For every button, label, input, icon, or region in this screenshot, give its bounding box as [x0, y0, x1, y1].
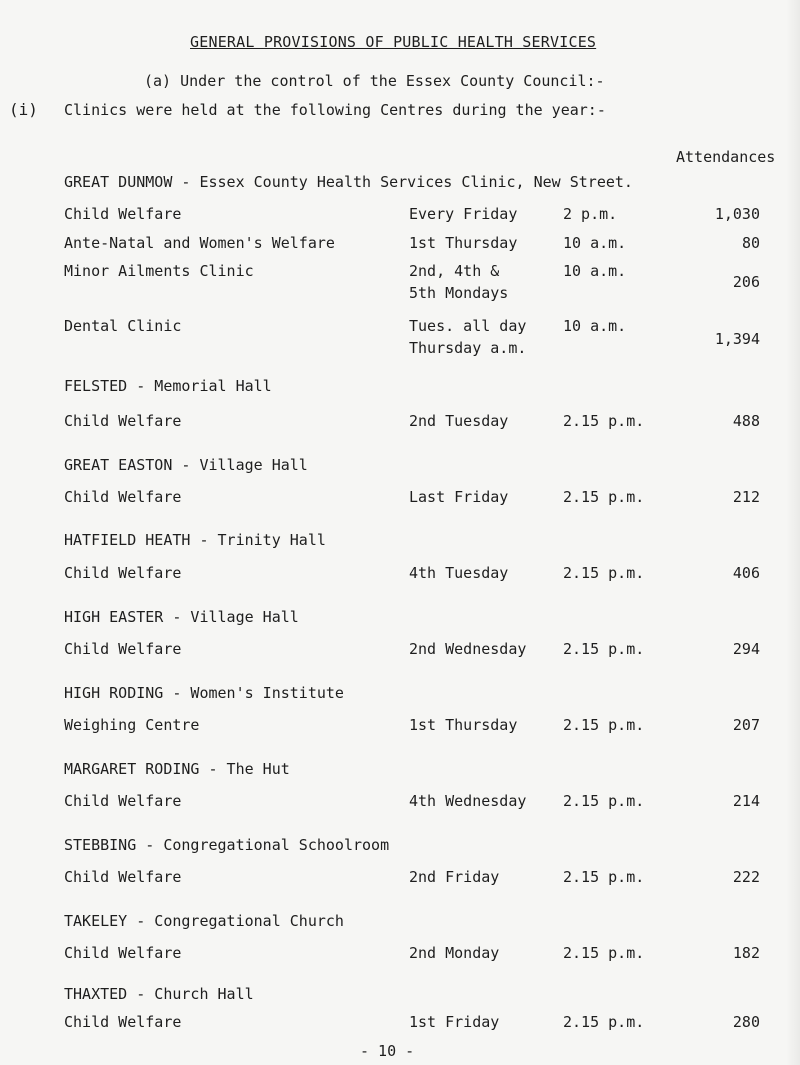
page-edge-shadow [786, 0, 800, 1065]
day-label: 4th Wednesday [409, 792, 527, 810]
venue-heading: THAXTED - Church Hall [64, 985, 254, 1003]
service-label: Child Welfare [64, 564, 182, 582]
time-label: 2 p.m. [563, 205, 618, 223]
attendance-count: 1,030 [714, 205, 760, 223]
time-label: 2.15 p.m. [563, 1013, 645, 1031]
attendance-count: 182 [732, 944, 760, 962]
venue-heading: HATFIELD HEATH - Trinity Hall [64, 531, 326, 549]
attendance-count: 80 [741, 234, 760, 252]
day-label: 1st Thursday [409, 716, 518, 734]
day-label: Every Friday [409, 205, 518, 223]
attendance-count: 206 [732, 273, 760, 291]
venue-heading: MARGARET RODING - The Hut [64, 760, 290, 778]
day-label: 4th Tuesday [409, 564, 509, 582]
attendance-count: 280 [732, 1013, 760, 1031]
day-label: 2nd Wednesday [409, 640, 527, 658]
time-label: 10 a.m. [563, 234, 627, 252]
venue-heading: STEBBING - Congregational Schoolroom [64, 836, 390, 854]
attendance-count: 212 [732, 488, 760, 506]
service-label: Child Welfare [64, 944, 182, 962]
service-label: Child Welfare [64, 1013, 182, 1031]
page-heading: GENERAL PROVISIONS OF PUBLIC HEALTH SERVICES [190, 33, 597, 51]
attendance-count: 222 [732, 868, 760, 886]
time-label: 10 a.m. [563, 262, 627, 280]
attendance-count: 207 [732, 716, 760, 734]
attendance-count: 406 [732, 564, 760, 582]
service-label: Weighing Centre [64, 716, 200, 734]
service-label: Child Welfare [64, 412, 182, 430]
time-label: 10 a.m. [563, 317, 627, 335]
venue-heading: TAKELEY - Congregational Church [64, 912, 344, 930]
venue-heading: GREAT EASTON - Village Hall [64, 456, 308, 474]
day-label: 1st Thursday [409, 234, 518, 252]
day-label: 1st Friday [409, 1013, 500, 1031]
attendance-count: 488 [732, 412, 760, 430]
service-label: Minor Ailments Clinic [64, 262, 254, 280]
time-label: 2.15 p.m. [563, 716, 645, 734]
day-label: 2nd, 4th & [409, 262, 500, 280]
time-label: 2.15 p.m. [563, 640, 645, 658]
venue-heading: HIGH RODING - Women's Institute [64, 684, 344, 702]
time-label: 2.15 p.m. [563, 792, 645, 810]
service-label: Ante-Natal and Women's Welfare [64, 234, 335, 252]
time-label: 2.15 p.m. [563, 944, 645, 962]
day-label: 2nd Tuesday [409, 412, 509, 430]
service-label: Dental Clinic [64, 317, 182, 335]
venue-heading: HIGH EASTER - Village Hall [64, 608, 299, 626]
section-number: (i) [9, 100, 38, 119]
subheading: (a) Under the control of the Essex County Council:- [144, 72, 605, 90]
service-label: Child Welfare [64, 868, 182, 886]
venue-heading: FELSTED - Memorial Hall [64, 377, 272, 395]
service-label: Child Welfare [64, 205, 182, 223]
day-label: Tues. all day [409, 317, 527, 335]
time-label: 2.15 p.m. [563, 868, 645, 886]
attendance-count: 1,394 [714, 330, 760, 348]
day-label: 2nd Monday [409, 944, 500, 962]
service-label: Child Welfare [64, 640, 182, 658]
day-label: 2nd Friday [409, 868, 500, 886]
day-label-line2: Thursday a.m. [409, 339, 527, 357]
attendance-count: 294 [732, 640, 760, 658]
time-label: 2.15 p.m. [563, 488, 645, 506]
time-label: 2.15 p.m. [563, 564, 645, 582]
intro-text: Clinics were held at the following Centres during the year:- [64, 101, 606, 119]
venue-heading: GREAT DUNMOW - Essex County Health Services Clinic, New Street. [64, 173, 633, 191]
attendances-header: Attendances [676, 148, 776, 166]
page-number: - 10 - [360, 1042, 415, 1060]
time-label: 2.15 p.m. [563, 412, 645, 430]
day-label-line2: 5th Mondays [409, 284, 509, 302]
attendance-count: 214 [732, 792, 760, 810]
service-label: Child Welfare [64, 488, 182, 506]
service-label: Child Welfare [64, 792, 182, 810]
day-label: Last Friday [409, 488, 509, 506]
